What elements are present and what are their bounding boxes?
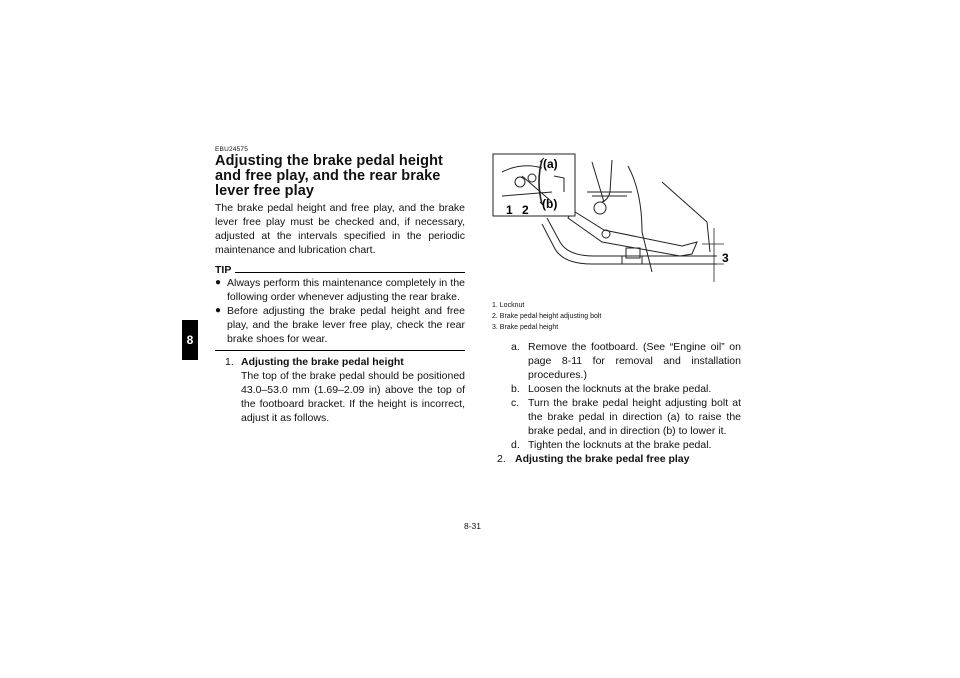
doc-code: EBU24575 bbox=[215, 146, 249, 153]
substep-text: Tighten the locknuts at the brake pedal. bbox=[528, 439, 712, 451]
tip-bullet bbox=[215, 276, 465, 304]
direction-a-label: (a) bbox=[543, 157, 558, 171]
intro-paragraph: The brake pedal height and free play, and the brake lever free play must be checked and, if necessary, adjusted at the intervals specified in the periodic maintenance and lubrication chart. bbox=[215, 202, 465, 256]
callout-2: 2 bbox=[522, 203, 529, 217]
right-column bbox=[497, 340, 741, 466]
substep-text: Loosen the locknuts at the brake pedal. bbox=[528, 383, 712, 395]
substep-label: d. bbox=[511, 439, 520, 451]
caption-item: 2. Brake pedal height adjusting bolt bbox=[492, 313, 602, 320]
bullet-icon: ● bbox=[215, 305, 222, 316]
tip-header bbox=[215, 264, 465, 276]
tip-label: TIP bbox=[215, 264, 232, 276]
substep bbox=[497, 396, 741, 438]
callout-1: 1 bbox=[506, 203, 513, 217]
substep-label: c. bbox=[511, 397, 520, 409]
step-number: 2. bbox=[497, 453, 506, 465]
substep-text: Turn the brake pedal height adjusting bolt at the brake pedal in direction (a) to raise the brake pedal, and in direction (b) to lower it. bbox=[528, 397, 741, 437]
substep bbox=[497, 382, 741, 396]
callout-3: 3 bbox=[722, 251, 729, 265]
substep-label: b. bbox=[511, 383, 520, 395]
direction-b-label: (b) bbox=[542, 197, 558, 211]
page-number: 8-31 bbox=[464, 521, 482, 531]
bullet-icon: ● bbox=[215, 277, 222, 288]
section-heading: Adjusting the brake pedal height and free play, and the rear brake lever free play bbox=[215, 153, 443, 199]
figure-captions bbox=[492, 300, 752, 333]
section-tab: 8 bbox=[182, 320, 198, 360]
step-title: Adjusting the brake pedal free play bbox=[515, 453, 690, 465]
substep bbox=[497, 438, 741, 452]
substep-label: a. bbox=[511, 341, 520, 353]
substep bbox=[497, 340, 741, 382]
substep-text: Remove the footboard. (See “Engine oil” on page 8-11 for removal and installation procedures.) bbox=[528, 341, 741, 381]
caption-item: 1. Locknut bbox=[492, 302, 525, 309]
tip-bullet-text: Before adjusting the brake pedal height and free play, and the brake lever free play, check the rear brake shoes for wear. bbox=[227, 305, 465, 345]
tip-bullet-text: Always perform this maintenance completely in the following order whenever adjusting the rear brake. bbox=[227, 277, 465, 303]
left-column bbox=[215, 146, 465, 425]
tip-rule bbox=[235, 272, 465, 273]
step-2 bbox=[497, 452, 741, 466]
step-text: The top of the brake pedal should be positioned 43.0–53.0 mm (1.69–2.09 in) above the top of the footboard bracket. If the height is incorrect, adjust it as follows. bbox=[241, 370, 465, 424]
step-title: Adjusting the brake pedal height bbox=[241, 356, 404, 368]
brake-pedal-illustration bbox=[492, 152, 732, 298]
step-1 bbox=[215, 355, 465, 425]
tip-bullet bbox=[215, 304, 465, 346]
step-number: 1. bbox=[225, 356, 234, 368]
tip-end-rule bbox=[215, 350, 465, 351]
caption-item: 3. Brake pedal height bbox=[492, 324, 559, 331]
